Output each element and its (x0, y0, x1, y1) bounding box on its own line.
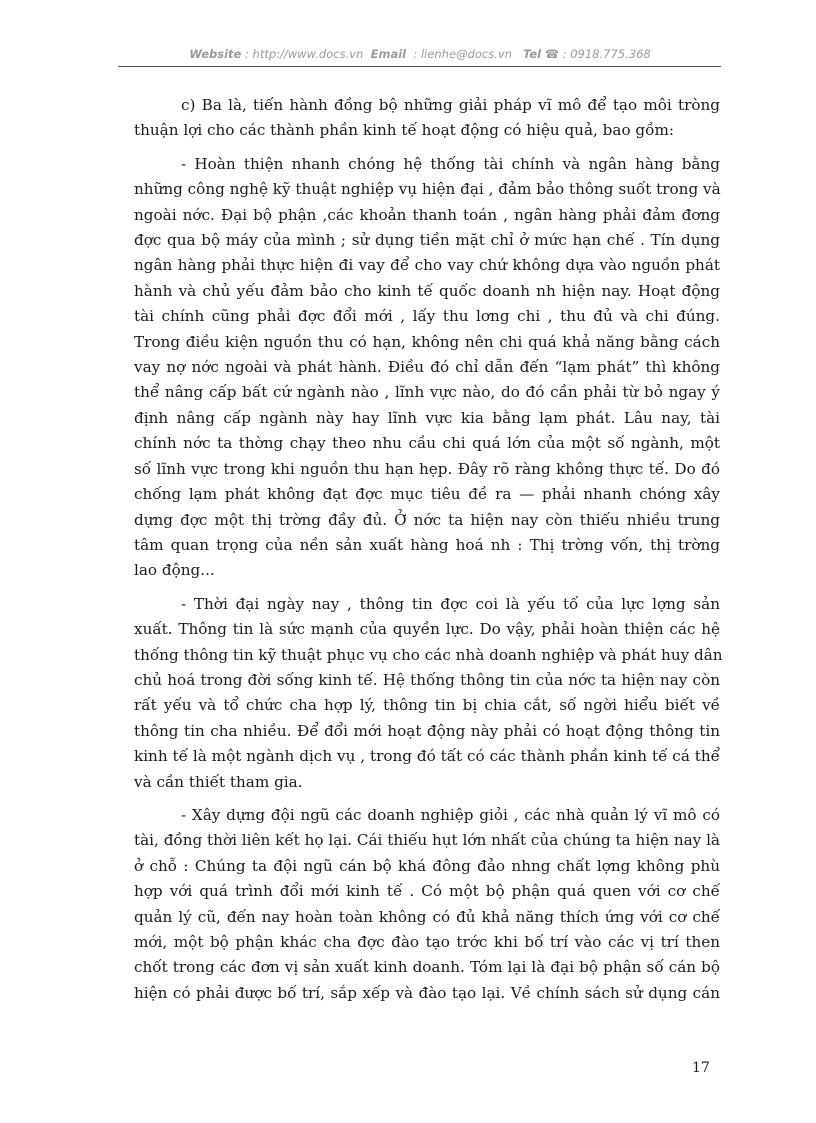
text-line: những công nghệ kỹ thuật nghiệp vụ hiện đại , đảm bảo thông suốt trong và (134, 180, 721, 199)
text-line: mới, một bộ phận khác cha đợc đào tạo trớc khi bố trí vào các vị trí then (134, 933, 720, 951)
email-value: : lienhe@docs.vn (413, 47, 512, 61)
phone-icon: ☎ (544, 47, 560, 61)
text-line: thuận lợi cho các thành phần kinh tế hoạt động có hiệu quả, bao gồm: (134, 121, 674, 140)
email-label: Email (370, 47, 407, 61)
text-line: định nâng cấp ngành này hay lĩnh vực kia bằng lạm phát. Lâu nay, tài (134, 408, 720, 427)
text-line: hiện có phải được bố trí, sắp xếp và đào tạo lại. Về chính sách sử dụng cán (134, 983, 720, 1002)
tel-label: Tel (522, 47, 542, 61)
text-line: số lĩnh vực trong khi nguồn thu hạn hẹp. Đây rõ ràng không thực tế. Do đó (134, 459, 720, 478)
website-label: Website (189, 47, 242, 61)
page-header (120, 47, 720, 61)
text-line: thống thông tin kỹ thuật phục vụ cho các nhà doanh nghiệp và phát huy dân (134, 645, 723, 664)
header-rule (118, 66, 721, 67)
text-line: và cần thiết tham gia. (134, 772, 303, 791)
text-line: thể nâng cấp bất cứ ngành nào , lĩnh vực nào, do đó cần phải từ bỏ ngay ý (134, 383, 720, 402)
text-line: tâm quan trọng của nền sản xuất hàng hoá nh : Thị trờng vốn, thị trờng (134, 535, 720, 554)
text-line: chống lạm phát không đạt đợc mục tiêu đề ra — phải nhanh chóng xây (134, 485, 720, 504)
text-line: - Thời đại ngày nay , thông tin đợc coi là yếu tố của lực lợng sản (181, 594, 720, 613)
text-line: thông tin cha nhiều. Để đổi mới hoạt động này phải có hoạt động thông tin (134, 721, 720, 740)
text-line: - Xây dựng đội ngũ các doanh nghiệp giỏi , các nhà quản lý vĩ mô có (181, 805, 720, 824)
text-line: ở chỗ : Chúng ta đội ngũ cán bộ khá đông đảo nhng chất lợng không phù (134, 856, 720, 875)
text-line: chủ hoá trong đời sống kinh tế. Hệ thống thông tin của nớc ta hiện nay còn (134, 670, 720, 689)
text-line: đợc qua bộ máy của mình ; sử dụng tiền mặt chỉ ở mức hạn chế . Tín dụng (134, 231, 720, 250)
text-line: chốt trong các đơn vị sản xuất kinh doanh. Tóm lại là đại bộ phận số cán bộ (134, 958, 720, 977)
text-line: - Hoàn thiện nhanh chóng hệ thống tài chính và ngân hàng bằng (181, 154, 720, 173)
text-line: tài, đồng thời liên kết họ lại. Cái thiếu hụt lớn nhất của chúng ta hiện nay là (134, 831, 720, 850)
text-line: c) Ba là, tiến hành đồng bộ những giải pháp vĩ mô để tạo môi tròng (181, 96, 720, 114)
text-line: hành và chủ yếu đảm bảo cho kinh tế quốc doanh nh hiện nay. Hoạt động (134, 281, 720, 300)
text-line: quản lý cũ, đến nay hoàn toàn không có đủ khả năng thích ứng với cơ chế (134, 907, 720, 926)
text-line: ngoài nớc. Đại bộ phận ,các khoản thanh toán , ngân hàng phải đảm đơng (134, 205, 720, 224)
text-line: hợp với quá trình đổi mới kinh tế . Có một bộ phận quá quen với cơ chế (134, 882, 720, 901)
text-line: vay nợ nớc ngoài và phát hành. Điều đó chỉ dẫn đến “lạm phát” thì không (134, 358, 720, 377)
text-line: dựng đợc một thị trờng đầy đủ. Ở nớc ta hiện nay còn thiếu nhiều trung (134, 510, 720, 529)
page-number: 17 (692, 1060, 710, 1076)
paragraph (134, 93, 720, 144)
text-line: tài chính cũng phải đợc đổi mới , lấy thu lơng chi , thu đủ và chi đúng. (134, 307, 720, 326)
paragraph (134, 592, 723, 795)
text-line: chính nớc ta thờng chạy theo nhu cầu chi quá lớn của một số ngành, một (134, 434, 720, 453)
text-line: ngân hàng phải thực hiện đi vay để cho vay chứ không dựa vào nguồn phát (134, 256, 720, 275)
website-value: : http://www.docs.vn (245, 47, 364, 61)
paragraph (134, 803, 720, 1006)
paragraph (134, 152, 720, 584)
text-line: kinh tế là một ngành dịch vụ , trong đó tất có các thành phần kinh tế cá thể (134, 747, 720, 766)
text-line: lao động... (134, 561, 215, 580)
text-line: rất yếu và tổ chức cha hợp lý, thông tin bị chia cắt, số ngời hiểu biết về (134, 696, 720, 715)
text-line: Trong điều kiện nguồn thu có hạn, không nên chi quá khả năng bằng cách (134, 332, 720, 351)
body-text (134, 93, 723, 1014)
text-line: xuất. Thông tin là sức mạnh của quyền lực. Do vậy, phải hoàn thiện các hệ (134, 620, 720, 639)
tel-value: : 0918.775.368 (562, 47, 651, 61)
